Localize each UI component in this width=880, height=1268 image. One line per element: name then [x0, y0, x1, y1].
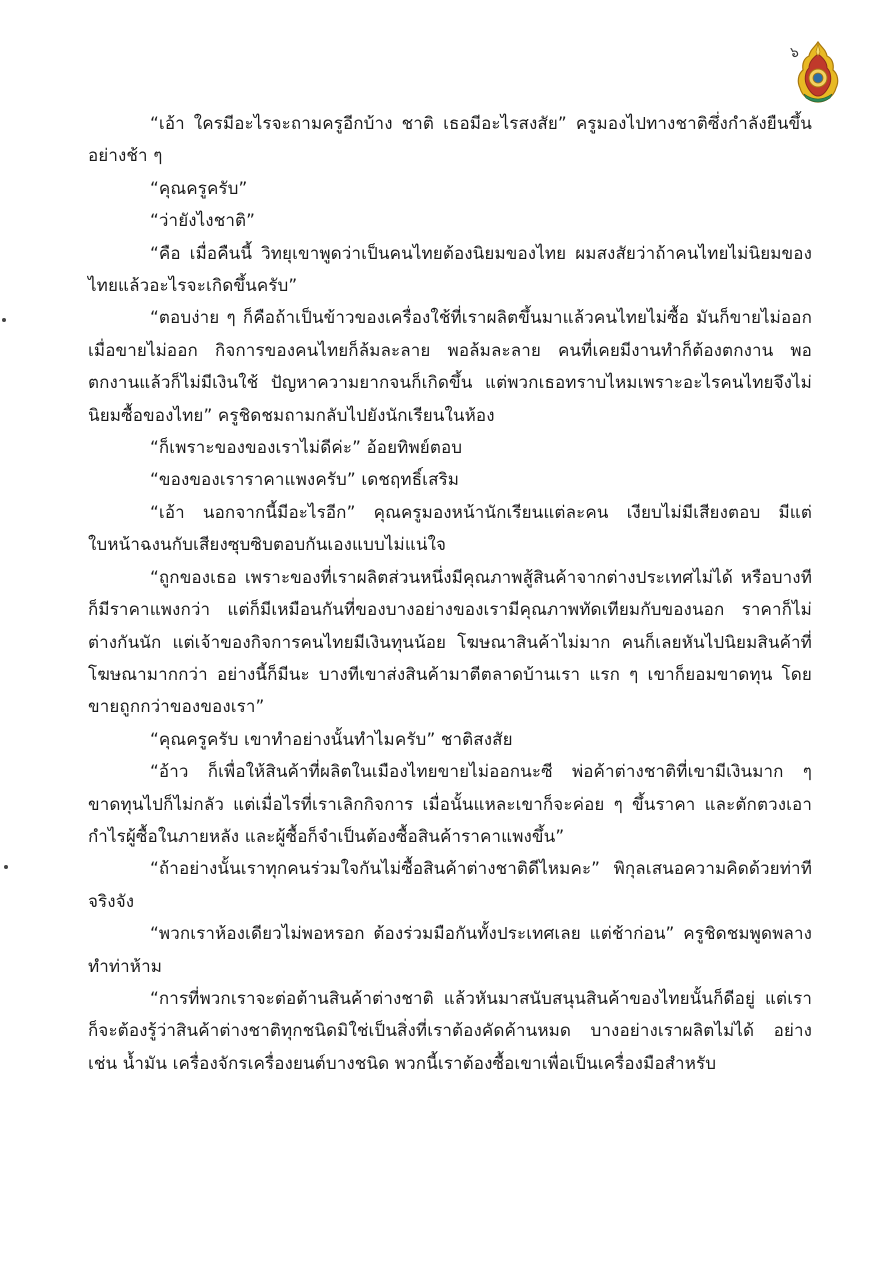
paragraph: “เอ้า ใครมีอะไรจะถามครูอีกบ้าง ชาติ เธอมีอะไรสงสัย” ครูมองไปทางชาติซึ่งกำลังยืนขึ้นอย่างช้า ๆ: [88, 114, 812, 167]
margin-dot: [4, 865, 8, 869]
paragraph: “ถ้าอย่างนั้นเราทุกคนร่วมใจกันไม่ซื้อสินค้าต่างชาติดีไหมคะ” พิกุลเสนอความคิดด้วยท่าทีจริงจัง: [88, 859, 812, 912]
paragraph: “อ้าว ก็เพื่อให้สินค้าที่ผลิตในเมืองไทยขายไม่ออกนะซี พ่อค้าต่างชาติที่เขามีเงินมาก ๆ ขาดทุนไปก็ไม่กลัว แต่เมื่อไรที่เราเลิกกิจการ เมื่อนั้นแหละเขาก็จะค่อย ๆ ขึ้นราคา และตักตวงเอากำไรผู้ซื้อในภายหลัง และผู้ซื้อก็จำเป็นต้องซื้อสินค้าราคาแพงขึ้น”: [88, 762, 812, 847]
paragraph: “คุณครูครับ เขาทำอย่างนั้นทำไมครับ” ชาติสงสัย: [150, 729, 513, 750]
paragraph: “ว่ายังไงชาติ”: [150, 211, 256, 232]
document-body: [88, 108, 812, 1080]
paragraph: “พวกเราห้องเดียวไม่พอหรอก ต้องร่วมมือกันทั้งประเทศเลย แต่ช้าก่อน” ครูชิดชมพูดพลางทำท่าห้าม: [88, 924, 812, 977]
paragraph: “ตอบง่าย ๆ ก็คือถ้าเป็นข้าวของเครื่องใช้ที่เราผลิตขึ้นมาแล้วคนไทยไม่ซื้อ มันก็ขายไม่ออก เมื่อขายไม่ออก กิจการของคนไทยก็ล้มละลาย พอล้มละลาย คนที่เคยมีงานทำก็ต้องตกงาน พอตกงานแล้วก็ไม่มีเงินใช้ ปัญหาความยากจนก็เกิดขึ้น แต่พวกเธอทราบไหมเพราะอะไรคนไทยจึงไม่นิยมซื้อของไทย” ครูชิดชมถามกลับไปยังนักเรียนในห้อง: [88, 308, 812, 426]
page-number: ๖: [790, 45, 799, 61]
paragraph: “การที่พวกเราจะต่อต้านสินค้าต่างชาติ แล้วหันมาสนับสนุนสินค้าของไทยนั้นก็ดีอยู่ แต่เราก็จะต้องรู้ว่าสินค้าต่างชาติทุกชนิดมิใช่เป็นสิ่งที่เราต้องคัดค้านหมด บางอย่างเราผลิตไม่ได้ อย่างเช่น น้ำมัน เครื่องจักรเครื่องยนต์บางชนิด พวกนี้เราต้องซื้อเขาเพื่อเป็นเครื่องมือสำหรับ: [88, 988, 812, 1074]
paragraph: “ของของเราราคาแพงครับ” เดชฤทธิ์เสริม: [150, 470, 460, 491]
thai-royal-emblem-icon: [796, 40, 840, 104]
paragraph: “ถูกของเธอ เพราะของที่เราผลิตส่วนหนึ่งมีคุณภาพสู้สินค้าจากต่างประเทศไม่ได้ หรือบางทีก็มีราคาแพงกว่า แต่ก็มีเหมือนกันที่ของบางอย่างของเรามีคุณภาพทัดเทียมกับของนอก ราคาก็ไม่ต่างกันนัก แต่เจ้าของกิจการคนไทยมีเงินทุนน้อย โฆษณาสินค้าไม่มาก คนก็เลยหันไปนิยมสินค้าที่โฆษณามากกว่า อย่างนี้ก็มีนะ บางทีเขาส่งสินค้ามาตีตลาดบ้านเรา แรก ๆ เขาก็ยอมขาดทุน โดยขายถูกกว่าของของเรา”: [88, 567, 812, 718]
paragraph: “ก็เพราะของของเราไม่ดีค่ะ” อ้อยทิพย์ตอบ: [150, 438, 463, 459]
paragraph: “คุณครูครับ”: [150, 178, 248, 199]
paragraph: “เอ้า นอกจากนี้มีอะไรอีก” คุณครูมองหน้านักเรียนแต่ละคน เงียบไม่มีเสียงตอบ มีแต่ใบหน้าฉงนกับเสียงซุบซิบตอบกันเองแบบไม่แน่ใจ: [88, 502, 812, 556]
paragraph: “คือ เมื่อคืนนี้ วิทยุเขาพูดว่าเป็นคนไทยต้องนิยมของไทย ผมสงสัยว่าถ้าคนไทยไม่นิยมของไทยแล้วอะไรจะเกิดขึ้นครับ”: [88, 243, 812, 297]
margin-dot: [2, 318, 6, 322]
